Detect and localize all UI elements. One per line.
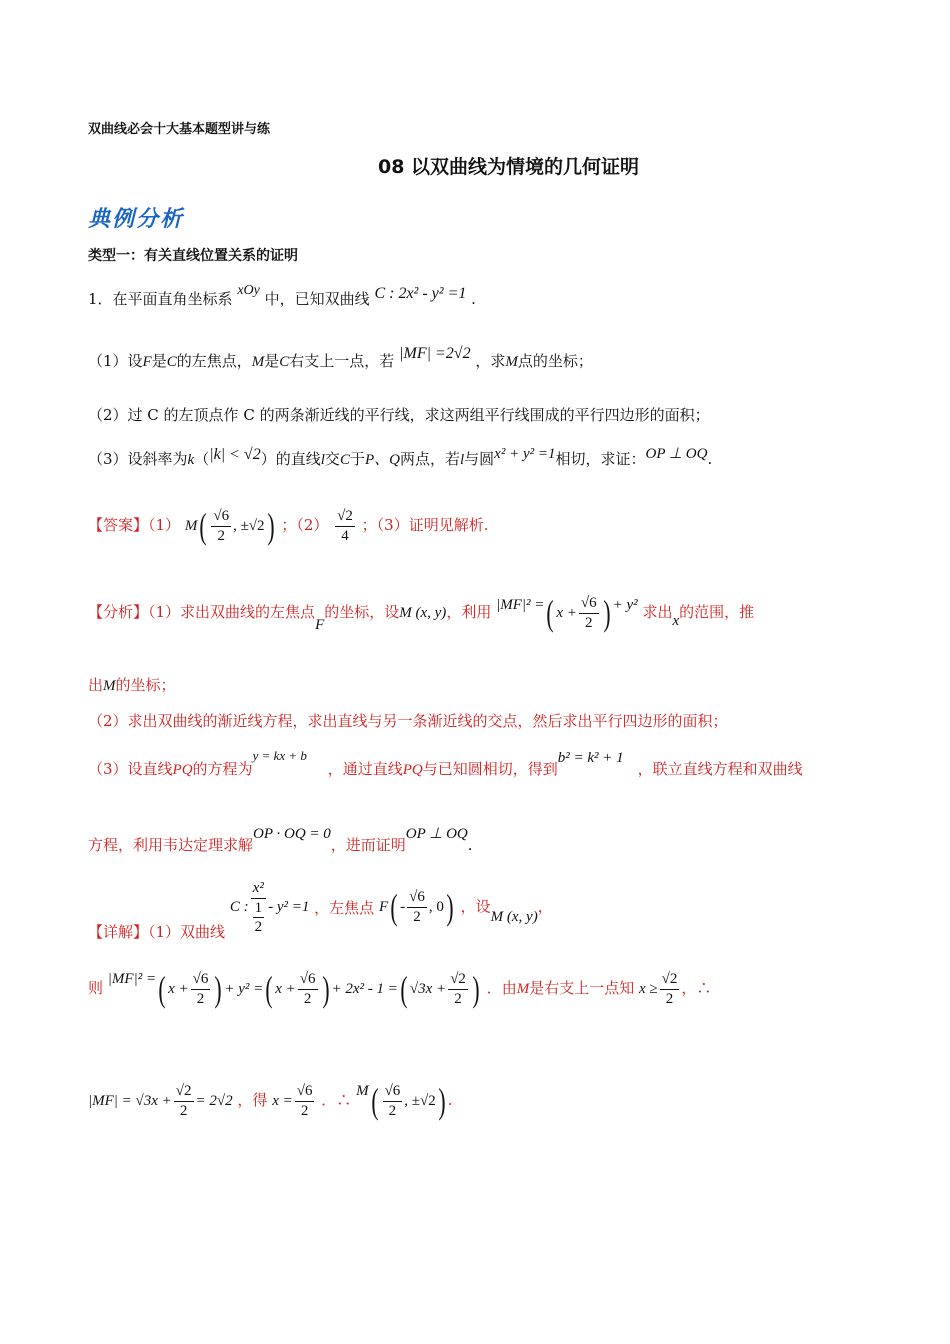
var: M — [516, 981, 530, 997]
var: M (x, y) — [399, 605, 447, 621]
text: （1）双曲线 — [148, 923, 226, 942]
frac-num: √2 — [174, 1083, 194, 1102]
type-heading: 类型一：有关直线位置关系的证明 — [88, 248, 298, 264]
analysis-mf-expr: |MF|² =( x + $\frac{√6}{2}$ ) + y² — [496, 593, 638, 633]
var: F — [378, 899, 389, 916]
text: . — [707, 450, 713, 468]
var: M — [103, 678, 116, 694]
text: x = — [272, 1093, 293, 1109]
text: |MF|² = — [496, 597, 545, 613]
text: 求出 — [642, 603, 673, 621]
var: l — [320, 452, 325, 468]
question-1 — [88, 345, 593, 371]
text: 出 — [88, 676, 104, 694]
text: ，设 — [460, 897, 491, 916]
analysis-line-3: （2）求出双曲线的渐近线方程，求出直线与另一条渐近线的交点，然后求出平行四边形的面积； — [88, 712, 728, 730]
text: + y² — [612, 597, 638, 613]
frac-num: √6 — [298, 971, 318, 990]
answer-2-expr — [335, 508, 355, 544]
text: , 0 — [428, 899, 444, 916]
analysis-line-5 — [88, 826, 473, 855]
analysis-label: 【分析】 — [88, 603, 149, 621]
var: F — [315, 617, 325, 633]
section-title: 典例分析 — [88, 207, 185, 232]
var: k — [187, 452, 195, 468]
text: + 2x² - 1 = — [331, 981, 398, 997]
text: 的坐标，设 — [324, 603, 400, 621]
text: 的直线 — [275, 450, 321, 468]
text: 右支上一点，若 — [289, 352, 395, 370]
text: （3）设斜率为 — [88, 450, 188, 468]
question-2: （2）过 C 的左顶点作 C 的两条渐近线的平行线，求这两组平行线围成的平行四边形的面积； — [88, 406, 710, 424]
frac-den: 2 — [196, 990, 205, 1007]
frac-den: 2 — [303, 990, 312, 1007]
text: C : — [229, 899, 249, 916]
text: 与已知圆相切，得到 — [422, 760, 558, 778]
frac-den: 2 — [388, 1102, 397, 1119]
text: 中，已知双曲线 — [264, 290, 370, 308]
text: . — [447, 1091, 453, 1109]
frac-num: 1 — [253, 900, 265, 919]
text: - — [400, 899, 406, 916]
text: , ±√2 — [404, 1093, 436, 1109]
text: ，联立直线方程和双曲线 — [637, 760, 803, 778]
text: + y² = — [224, 981, 264, 997]
line-equation: y = kx + b — [252, 748, 307, 763]
var: P、Q — [364, 452, 400, 468]
frac-num: √6 — [295, 1083, 315, 1102]
text: ．∴ — [321, 1091, 352, 1109]
var: C — [339, 452, 350, 468]
text: x + — [556, 605, 577, 621]
text: . — [467, 836, 473, 854]
frac-den: 2 — [300, 1102, 309, 1119]
text: ） — [260, 450, 276, 468]
var: l — [459, 452, 465, 468]
text: ， — [537, 897, 553, 916]
var: M — [356, 1083, 369, 1099]
text: 与圆 — [464, 450, 495, 468]
analysis-line-2 — [88, 674, 176, 695]
problem-intro — [88, 283, 476, 309]
detail-mf-expansion: |MF|² =( x + $\frac{√6}{2}$ ) + y² =( x + $\frac{√6}{2}$ ) + 2x² - 1 =( √3x + $\frac{√2}{2}$ ) — [107, 969, 480, 1009]
text: 1．在平面直角坐标系 — [88, 290, 233, 308]
frac-num: √2 — [335, 508, 355, 527]
text: ，进而证明 — [330, 836, 406, 854]
detail-line-1 — [88, 880, 553, 942]
text: ，得 — [237, 1091, 268, 1109]
frac-den: 2 — [454, 990, 462, 1007]
text: 相切，求证： — [555, 450, 646, 468]
detail-x-range — [639, 971, 681, 1007]
var: M — [251, 354, 265, 370]
text: 于 — [349, 450, 365, 468]
detail-focus-expr: F( - $\frac{√6}{2}$ , 0) — [378, 887, 454, 928]
dot-product-eq: OP · OQ = 0 — [253, 826, 331, 842]
text: 是 — [151, 352, 167, 370]
frac-num: √2 — [660, 971, 680, 990]
text: , ±√2 — [233, 518, 265, 534]
coord-system: xOy — [237, 283, 260, 298]
question-3 — [88, 448, 712, 469]
detail-line-3 — [88, 1080, 453, 1122]
text: 的范围，推 — [679, 603, 755, 621]
var: PQ — [402, 762, 423, 778]
frac-den: 2 — [665, 990, 674, 1007]
answer-label: 【答案】 — [88, 516, 149, 534]
text: 是右支上一点知 — [529, 979, 635, 997]
var: M — [184, 518, 198, 534]
detail-x-value — [272, 1083, 316, 1119]
text: 的坐标； — [115, 676, 176, 694]
text: ，通过直线 — [327, 760, 403, 778]
text: ，左焦点 — [314, 899, 375, 918]
text: x ≥ — [639, 981, 658, 997]
text: （3）设直线 — [88, 760, 173, 778]
text: （1）求出双曲线的左焦点 — [148, 603, 316, 621]
frac-num: x² — [251, 880, 266, 899]
frac-den: 4 — [341, 527, 349, 544]
text: ；（3）证明见解析. — [361, 516, 489, 534]
frac-num: √6 — [407, 889, 427, 908]
analysis-line-4 — [88, 748, 803, 779]
text: 则 — [88, 979, 104, 997]
goal-perpendicular: OP ⊥ OQ — [405, 826, 468, 842]
text: 是 — [264, 352, 280, 370]
text: 的左焦点， — [176, 352, 252, 370]
frac-den: 2 — [179, 1102, 188, 1119]
frac-den: 2 — [585, 614, 593, 631]
text: （1） — [148, 516, 181, 534]
text: 的方程为 — [192, 760, 253, 778]
text: - y² =1 — [268, 899, 310, 916]
text: √3x + — [409, 981, 447, 997]
var: x — [672, 613, 680, 629]
frac-den: 2 — [217, 527, 225, 544]
var: M (x, y) — [490, 909, 538, 926]
hyperbola-equation: C : 2x² - y² =1 — [374, 285, 467, 302]
tangent-condition: b² = k² + 1 — [557, 750, 624, 766]
var: F — [142, 354, 152, 370]
text: |MF|² = — [107, 971, 157, 987]
condition-k: |k| < √2 — [209, 446, 261, 463]
text: x + — [168, 981, 189, 997]
text: ．由 — [486, 979, 517, 997]
text: ；（2） — [281, 516, 329, 534]
circle-equation: x² + y² =1 — [494, 446, 556, 462]
text: 交 — [324, 450, 340, 468]
frac-num: √6 — [383, 1083, 403, 1102]
frac-num: √6 — [211, 508, 231, 527]
detail-label: 【详解】 — [88, 923, 149, 942]
analysis-line-1 — [88, 592, 754, 634]
var: C — [279, 354, 290, 370]
answer-line — [88, 505, 488, 547]
text: （ — [194, 450, 210, 468]
frac-num: √6 — [579, 595, 599, 614]
answer-1-expr: M( $\frac{√6}{2}$ , ±√2) — [184, 506, 275, 546]
var: C — [166, 354, 177, 370]
text: ，∴ — [681, 979, 712, 997]
text: （1）设 — [88, 352, 143, 370]
frac-den: 2 — [254, 919, 263, 935]
detail-m-result: M( $\frac{√6}{2}$ , ±√2) — [356, 1081, 446, 1121]
detail-mf-solve — [88, 1083, 237, 1119]
var: PQ — [172, 762, 193, 778]
frac-num: √6 — [191, 971, 211, 990]
frac-num: √2 — [448, 971, 468, 990]
detail-hyperbola-expr — [230, 880, 310, 936]
text: ，利用 — [446, 603, 492, 621]
var: M — [505, 354, 518, 370]
series-title: 双曲线必会十大基本题型讲与练 — [88, 122, 271, 137]
frac-den: 2 — [413, 908, 421, 925]
text: ，求 — [475, 352, 506, 370]
condition-mf: |MF| =2√2 — [399, 345, 471, 362]
goal-perpendicular: OP ⊥ OQ — [645, 446, 708, 462]
text: |MF| = √3x + — [88, 1093, 172, 1109]
text: . — [471, 290, 476, 308]
text: x + — [275, 981, 296, 997]
text: 方程，利用韦达定理求解 — [88, 836, 254, 854]
detail-line-2 — [88, 968, 711, 1010]
text: 点的坐标； — [517, 352, 593, 370]
text: 两点，若 — [399, 450, 460, 468]
chapter-title: 08 以双曲线为情境的几何证明 — [378, 156, 640, 178]
text: = 2√2 — [195, 1093, 233, 1109]
